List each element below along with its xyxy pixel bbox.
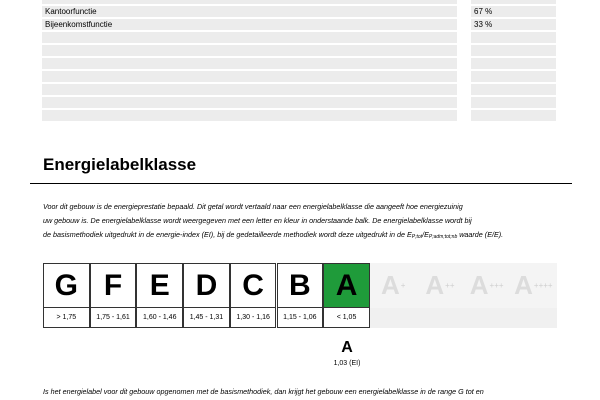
label-letter-text: D	[195, 268, 218, 302]
intro-line-3-text-b: waarde (E/E).	[457, 230, 504, 239]
label-class-letter	[417, 263, 464, 308]
table-cell-label	[42, 58, 457, 69]
footer-text: Is het energielabel voor dit gebouw opgenomen met de basismethodiek, dan krijgt het gebouw een energielabelklasse in de range G tot en	[43, 387, 484, 396]
label-letter-text: E	[149, 268, 170, 302]
label-class-range: 1,45 - 1,31	[183, 308, 230, 328]
table-row	[42, 0, 556, 4]
label-plus-text: +	[400, 281, 406, 290]
intro-line-1: Voor dit gebouw is de energieprestatie bepaald. Dit getal wordt vertaald naar een energielabelklasse die aangeeft hoe energiezuinig	[43, 202, 463, 211]
label-plus-text: ++++	[533, 281, 553, 290]
label-letter-text: A	[514, 270, 533, 300]
table-cell-value	[471, 45, 556, 56]
label-letter-text: G	[54, 268, 79, 302]
table-cell-label	[42, 0, 457, 4]
label-class-c	[230, 263, 277, 328]
intro-line-3-mid: /E	[422, 230, 429, 239]
table-cell-label	[42, 32, 457, 43]
table-row	[42, 45, 556, 56]
table-cell-label: Bijeenkomstfunctie	[42, 19, 457, 30]
label-letter-text: A	[469, 270, 489, 300]
label-class-letter	[43, 263, 90, 308]
section-divider	[30, 183, 572, 184]
label-class-letter	[277, 263, 324, 308]
table-row	[42, 58, 556, 69]
label-class-range: 1,30 - 1,16	[230, 308, 277, 328]
table-cell-value: 33 %	[471, 19, 556, 30]
label-class-b	[277, 263, 324, 328]
label-class-a3plus	[463, 263, 510, 328]
table-cell-label	[42, 110, 457, 121]
table-row	[42, 71, 556, 82]
table-cell-label	[42, 97, 457, 108]
table-cell-value	[471, 97, 556, 108]
current-label-value: 1,03 (EI)	[333, 360, 361, 367]
label-class-d	[183, 263, 230, 328]
label-class-letter	[323, 263, 370, 308]
intro-line-3-sub-2: P;adm;tot;nb	[428, 234, 458, 240]
table-row	[42, 6, 556, 17]
energy-label-scale	[43, 263, 556, 328]
table-cell-value	[471, 58, 556, 69]
table-cell-label	[42, 71, 457, 82]
label-class-range: > 1,75	[43, 308, 90, 328]
table-cell-label	[42, 45, 457, 56]
label-letter-text: A	[425, 270, 445, 300]
section-title: Energielabelklasse	[43, 155, 197, 174]
label-plus-text: +++	[489, 281, 504, 290]
label-class-e	[136, 263, 183, 328]
label-class-letter	[463, 263, 510, 308]
table-cell-label: Kantoorfunctie	[42, 6, 457, 17]
table-cell-value	[471, 71, 556, 82]
label-class-g	[43, 263, 90, 328]
label-class-letter	[230, 263, 277, 308]
table-row	[42, 97, 556, 108]
table-row	[42, 110, 556, 121]
current-label-letter: A	[341, 339, 353, 356]
label-letter-text: A	[335, 268, 358, 302]
label-class-range: 1,75 - 1,61	[90, 308, 137, 328]
table-row	[42, 32, 556, 43]
label-class-range: 1,60 - 1,46	[136, 308, 183, 328]
table-row	[42, 84, 556, 95]
label-class-range	[463, 308, 510, 328]
table-cell-value	[471, 32, 556, 43]
table-cell-value: 67 %	[471, 6, 556, 17]
label-class-range	[510, 308, 557, 328]
label-letter-text: F	[103, 268, 123, 302]
table-cell-value	[471, 0, 556, 4]
label-class-range: 1,15 - 1,06	[277, 308, 324, 328]
intro-line-2: uw gebouw is. De energielabelklasse wordt weergegeven met een letter en kleur in onderstaande balk. De energielabelklasse wordt bij	[43, 216, 472, 225]
label-class-range	[417, 308, 464, 328]
label-class-a2plus	[417, 263, 464, 328]
label-class-range: < 1,05	[323, 308, 370, 328]
label-letter-text: B	[289, 268, 311, 302]
table-cell-value	[471, 110, 556, 121]
label-letter-text: A	[381, 270, 400, 300]
label-class-a1plus	[370, 263, 417, 328]
label-class-letter	[510, 263, 557, 308]
label-class-f	[90, 263, 137, 328]
label-class-letter	[183, 263, 230, 308]
label-class-range	[370, 308, 417, 328]
intro-line-3-sub-1: P;tot	[411, 234, 423, 240]
label-class-a	[323, 263, 370, 328]
intro-line-3-text-a: de basismethodiek uitgedrukt in de energie-index (EI), bij de gedetailleerde methodiek wordt deze uitgedrukt in de E	[43, 230, 412, 239]
table-cell-label	[42, 84, 457, 95]
label-plus-text: ++	[445, 281, 455, 290]
table-cell-value	[471, 84, 556, 95]
table-row	[42, 19, 556, 30]
label-class-a4plus	[510, 263, 557, 328]
label-letter-text: C	[242, 268, 264, 302]
label-class-letter	[370, 263, 417, 308]
intro-line-3	[43, 228, 573, 244]
label-class-letter	[136, 263, 183, 308]
label-class-letter	[90, 263, 137, 308]
